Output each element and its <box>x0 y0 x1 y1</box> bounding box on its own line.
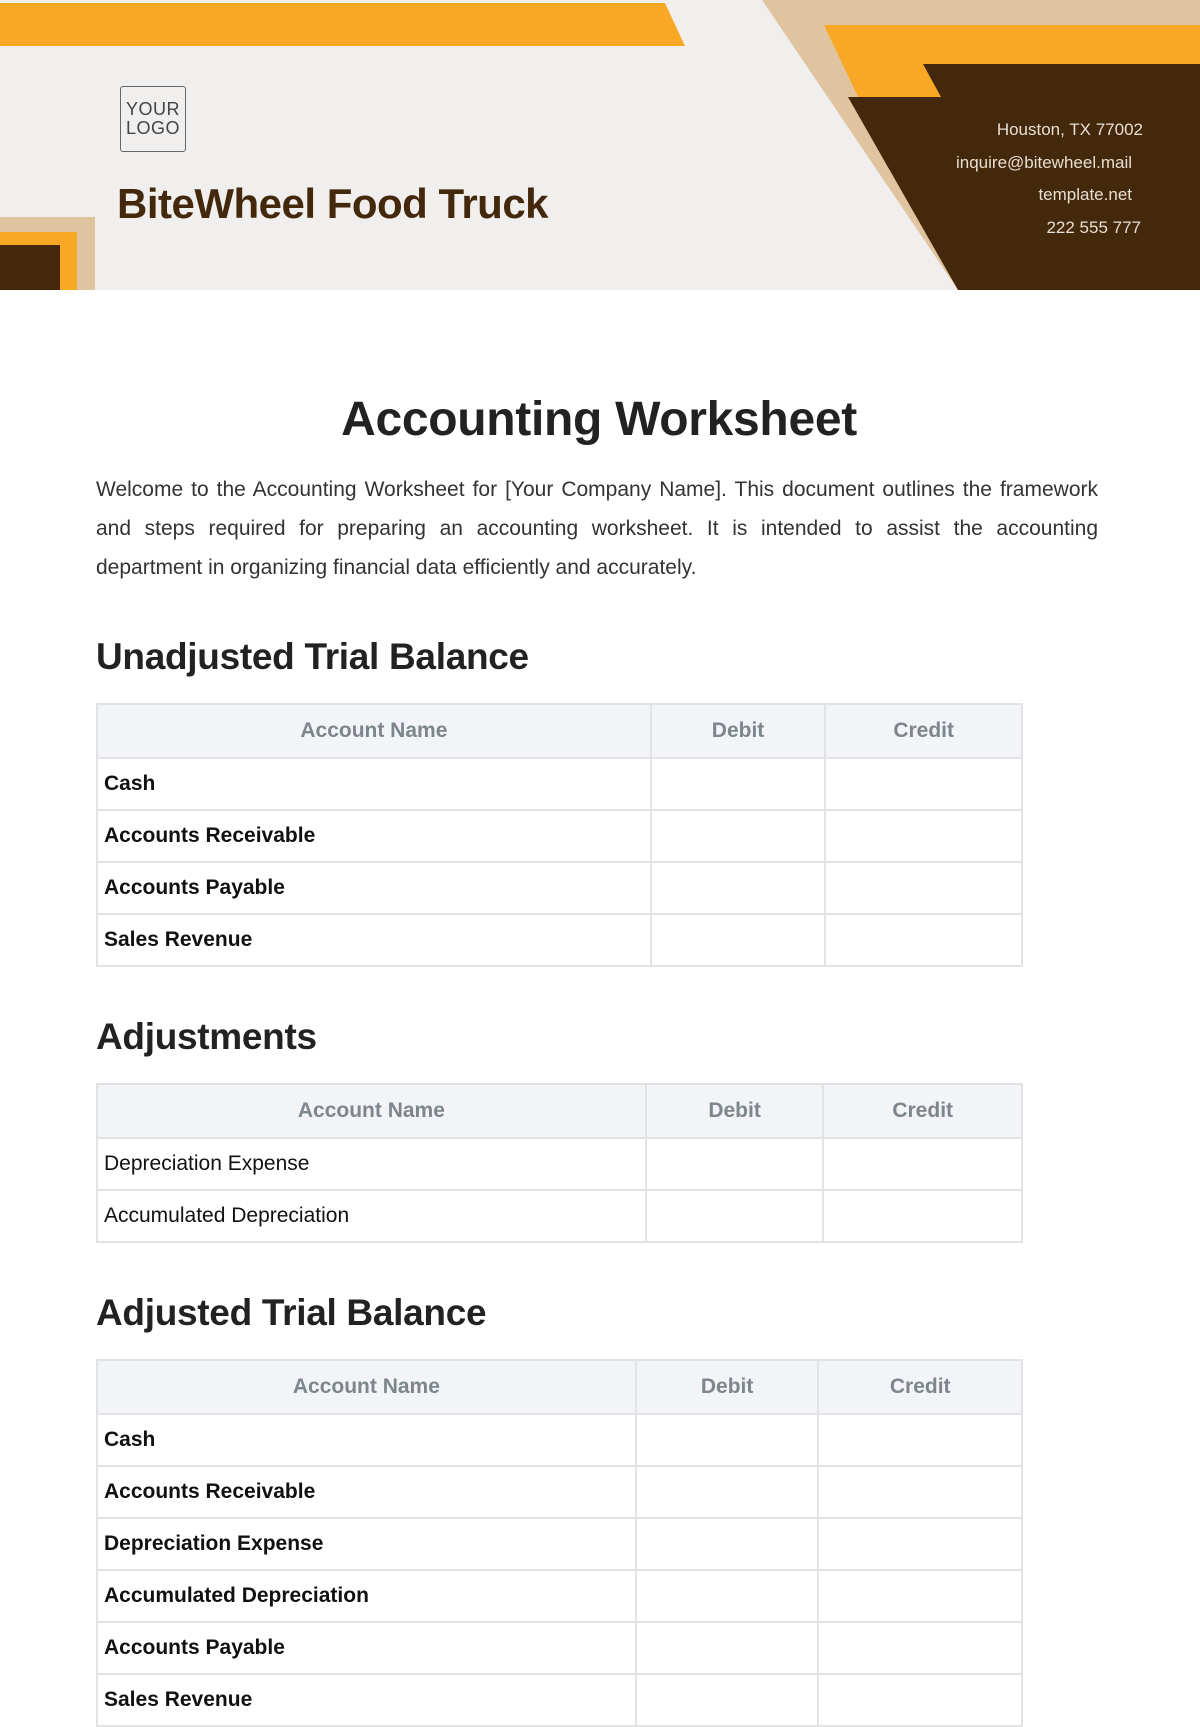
section-heading-unadjusted: Unadjusted Trial Balance <box>96 636 529 677</box>
table-header-row <box>97 1084 1022 1138</box>
debit-cell[interactable] <box>636 1622 819 1674</box>
contact-address: Houston, TX 77002 <box>996 120 1143 139</box>
debit-cell[interactable] <box>651 758 826 810</box>
debit-cell[interactable] <box>636 1518 819 1570</box>
logo-text-line2: LOGO <box>125 118 180 138</box>
table-header-row <box>97 704 1022 758</box>
unadjusted-trial-balance-table <box>96 703 1023 967</box>
credit-cell[interactable] <box>825 862 1022 914</box>
account-cell: Accumulated Depreciation <box>97 1570 636 1622</box>
credit-cell[interactable] <box>818 1570 1022 1622</box>
debit-cell[interactable] <box>636 1570 819 1622</box>
table-row <box>97 914 1022 966</box>
debit-cell[interactable] <box>651 914 826 966</box>
table-row <box>97 1674 1022 1726</box>
table-row <box>97 1190 1022 1242</box>
column-header-credit: Credit <box>818 1360 1022 1414</box>
adjusted-trial-balance-table <box>96 1359 1023 1727</box>
credit-cell[interactable] <box>825 810 1022 862</box>
table-row <box>97 1622 1022 1674</box>
credit-cell[interactable] <box>818 1622 1022 1674</box>
table-row <box>97 758 1022 810</box>
column-header-account: Account Name <box>97 1360 636 1414</box>
column-header-account: Account Name <box>97 1084 646 1138</box>
section-heading-adjustments: Adjustments <box>96 1016 317 1057</box>
contact-block <box>955 116 1143 246</box>
account-cell: Accumulated Depreciation <box>97 1190 646 1242</box>
debit-cell[interactable] <box>636 1414 819 1466</box>
contact-phone: 222 555 777 <box>1046 217 1141 237</box>
page-title: Accounting Worksheet <box>341 393 857 446</box>
table-row <box>97 1138 1022 1190</box>
credit-cell[interactable] <box>825 914 1022 966</box>
table-row <box>97 1518 1022 1570</box>
debit-cell[interactable] <box>636 1466 819 1518</box>
credit-cell[interactable] <box>823 1138 1022 1190</box>
table-row <box>97 1414 1022 1466</box>
account-cell: Accounts Receivable <box>97 1466 636 1518</box>
credit-cell[interactable] <box>818 1674 1022 1726</box>
debit-cell[interactable] <box>651 862 826 914</box>
table-row <box>97 810 1022 862</box>
adjustments-table <box>96 1083 1023 1243</box>
column-header-account: Account Name <box>97 704 651 758</box>
account-cell: Accounts Payable <box>97 1622 636 1674</box>
credit-cell[interactable] <box>818 1466 1022 1518</box>
account-cell: Cash <box>97 1414 636 1466</box>
table-header-row <box>97 1360 1022 1414</box>
table-row <box>97 1570 1022 1622</box>
credit-cell[interactable] <box>825 758 1022 810</box>
account-cell: Depreciation Expense <box>97 1138 646 1190</box>
account-cell: Accounts Payable <box>97 862 651 914</box>
credit-cell[interactable] <box>818 1518 1022 1570</box>
intro-paragraph: Welcome to the Accounting Worksheet for [Your Company Name]. This document outlines the framework and steps required for preparing an accounting worksheet. It is intended to assist the accounting department in organizing financial data efficiently and accurately. <box>96 478 1098 579</box>
logo-text-line1: YOUR <box>125 99 180 119</box>
credit-cell[interactable] <box>823 1190 1022 1242</box>
section-heading-adjusted: Adjusted Trial Balance <box>96 1292 487 1333</box>
logo-placeholder <box>120 86 186 152</box>
account-cell: Cash <box>97 758 651 810</box>
document-header <box>0 0 1200 290</box>
column-header-debit: Debit <box>636 1360 819 1414</box>
column-header-debit: Debit <box>646 1084 824 1138</box>
contact-website: template.net <box>1038 185 1132 204</box>
debit-cell[interactable] <box>636 1674 819 1726</box>
company-name: BiteWheel Food Truck <box>117 180 549 227</box>
debit-cell[interactable] <box>651 810 826 862</box>
account-cell: Accounts Receivable <box>97 810 651 862</box>
contact-email: inquire@bitewheel.mail <box>955 152 1132 172</box>
credit-cell[interactable] <box>818 1414 1022 1466</box>
table-row <box>97 1466 1022 1518</box>
account-cell: Sales Revenue <box>97 914 651 966</box>
table-row <box>97 862 1022 914</box>
column-header-debit: Debit <box>651 704 826 758</box>
account-cell: Sales Revenue <box>97 1674 636 1726</box>
column-header-credit: Credit <box>825 704 1022 758</box>
debit-cell[interactable] <box>646 1190 824 1242</box>
column-header-credit: Credit <box>823 1084 1022 1138</box>
account-cell: Depreciation Expense <box>97 1518 636 1570</box>
debit-cell[interactable] <box>646 1138 824 1190</box>
